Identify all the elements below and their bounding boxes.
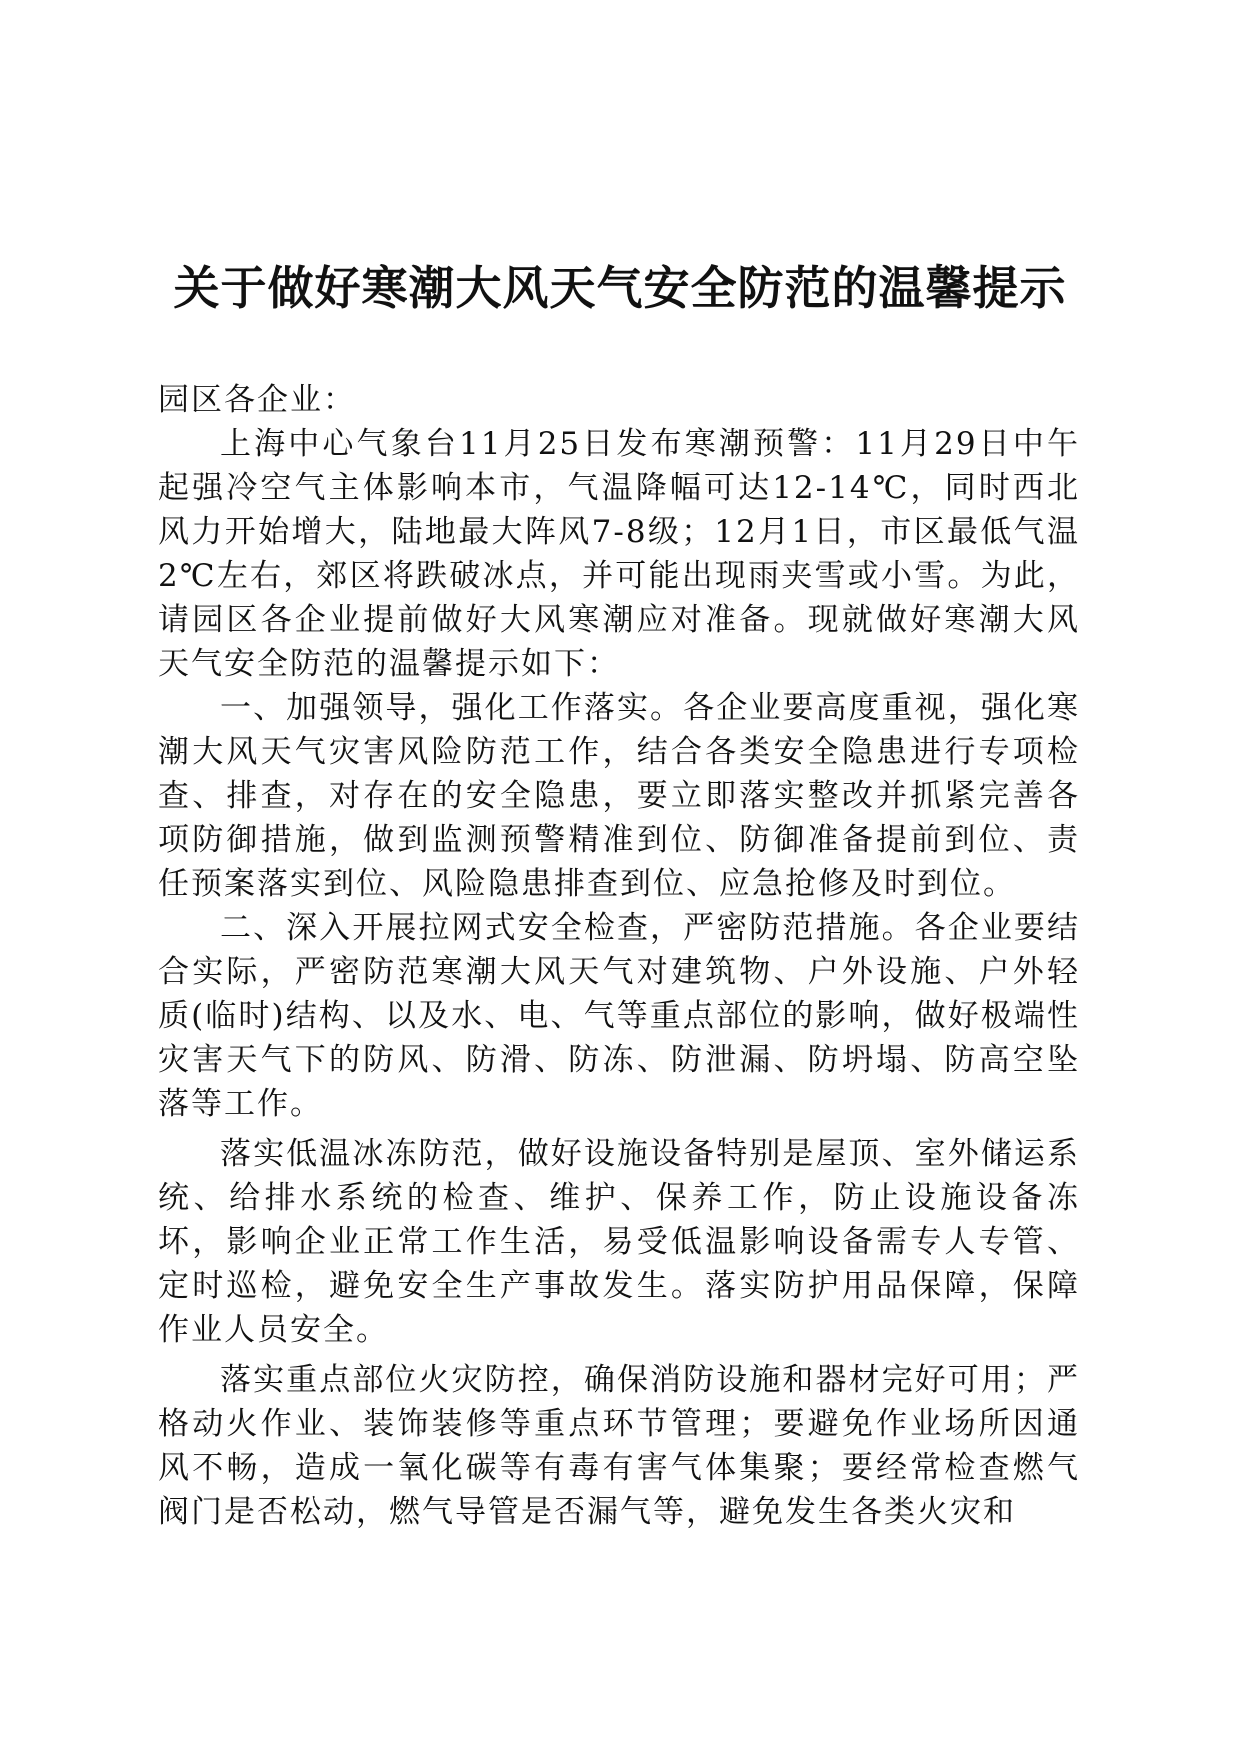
- document-title: 关于做好寒潮大风天气安全防范的温馨提示: [173, 261, 1067, 315]
- paragraph-section-1: 一、加强领导，强化工作落实。各企业要高度重视，强化寒潮大风天气灾害风险防范工作，结合各类安全隐患进行专项检查、排查，对存在的安全隐患，要立即落实整改并抓紧完善各项防御措施，做到监测预警精准到位、防御准备提前到位、责任预案落实到位、风险隐患排查到位、应急抢修及时到位。: [158, 690, 1080, 902]
- paragraph-cold-prevention: 落实低温冰冻防范，做好设施设备特别是屋顶、室外储运系统、给排水系统的检查、维护、保养工作，防止设施设备冻坏，影响企业正常工作生活，易受低温影响设备需专人专管、定时巡检，避免安全生产事故发生。落实防护用品保障，保障作业人员安全。: [158, 1136, 1080, 1348]
- paragraph-fire-prevention: 落实重点部位火灾防控，确保消防设施和器材完好可用；严格动火作业、装饰装修等重点环节管理；要避免作业场所因通风不畅，造成一氧化碳等有毒有害气体集聚；要经常检查燃气阀门是否松动，燃气导管是否漏气等，避免发生各类火灾和: [158, 1362, 1080, 1530]
- salutation: 园区各企业：: [158, 382, 356, 418]
- document-body: [158, 378, 1080, 1534]
- paragraph-intro: 上海中心气象台11月25日发布寒潮预警：11月29日中午起强冷空气主体影响本市，气温降幅可达12-14℃，同时西北风力开始增大，陆地最大阵风7-8级；12月1日，市区最低气温2℃左右，郊区将跌破冰点，并可能出现雨夹雪或小雪。为此，请园区各企业提前做好大风寒潮应对准备。现就做好寒潮大风天气安全防范的温馨提示如下：: [158, 426, 1080, 682]
- paragraph-section-2: 二、深入开展拉网式安全检查，严密防范措施。各企业要结合实际，严密防范寒潮大风天气对建筑物、户外设施、户外轻质(临时)结构、以及水、电、气等重点部位的影响，做好极端性灾害天气下的防风、防滑、防冻、防泄漏、防坍塌、防高空坠落等工作。: [158, 910, 1080, 1122]
